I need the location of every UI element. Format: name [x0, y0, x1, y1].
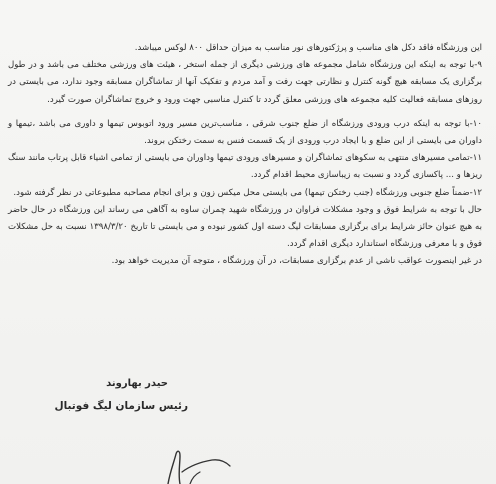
letter-paragraph: حال با توجه به شرایط فوق و وجود مشکلات فراوان در ورزشگاه شهید چمران ساوه به آگاهی می رساند این ورزشگاه در حال حاضر به هیچ عنوان حائز شرایط برای برگزاری مسابقات لیگ دسته اول کشور نبوده و می بایستی تا تاریخ ۱۳۹۸/۳/۲۰ نسبت به حل مشکلات فوق و با معرفی ورزشگاه استاندارد دیگری اقدام گردد.: [8, 204, 482, 250]
handwritten-signature: [130, 432, 240, 484]
letter-paragraph: ۱۲-ضمناً ضلع جنوبی ورزشگاه (جنب رختکن تیمها) می بایستی محل میکس زون و برای انجام مصاحبه مطبوعاتی در نظر گرفته شود.: [13, 187, 482, 198]
letter-paragraph: ۹-با توجه به اینکه این ورزشگاه شامل مجموعه های ورزشی دیگری از جمله استخر ، هیئت های ورزشی مختلف می باشد و در طول برگزاری یک مسابقه هیچ گونه کنترل و نظارتی جهت رفت و آمد مردم و تفکیک آنها از تماشاگران مسابقه وجود ندارد، می بایستی در روزهای مسابقه فعالیت کلیه مجموعه های ورزشی معلق گردد تا کنترل مناسبی جهت ورود و خروج تماشاگران صورت گیرد.: [8, 60, 482, 105]
letter-paragraph: ۱۱-تمامی مسیرهای منتهی به سکوهای تماشاگران و مسیرهای ورودی تیمها وداوران می بایستی از تمامی اشیاء قابل پرتاب مانند سنگ ریزها و ... پاکسازی گردد و نسبت به زیباسازی محیط اقدام گردد.: [8, 153, 482, 181]
letter-paragraph: این ورزشگاه فاقد دکل های مناسب و پرژکتورهای نور مناسب به میزان حداقل ۸۰۰ لوکس میباشد.: [134, 43, 482, 53]
signer-name: حیدر بهاروند: [106, 378, 168, 389]
signer-title: رئیس سازمان لیگ فوتبال: [54, 400, 188, 412]
letter-paragraph: ۱۰-با توجه به اینکه درب ورودی ورزشگاه از ضلع جنوب شرقی ، مناسب‌ترین مسیر ورود اتوبوس تیمها و داوری می باشد ،تیمها و داوران می بایستی از این ضلع و با ایجاد درب ورودی از یک قسمت فنس به سمت رختکن بروند.: [8, 118, 482, 147]
letter-body: [8, 40, 482, 271]
letter-paragraph: در غیر اینصورت عواقب ناشی از عدم برگزاری مسابقات، در آن ورزشگاه ، متوجه آن مدیریت خواهد بود.: [111, 256, 482, 267]
